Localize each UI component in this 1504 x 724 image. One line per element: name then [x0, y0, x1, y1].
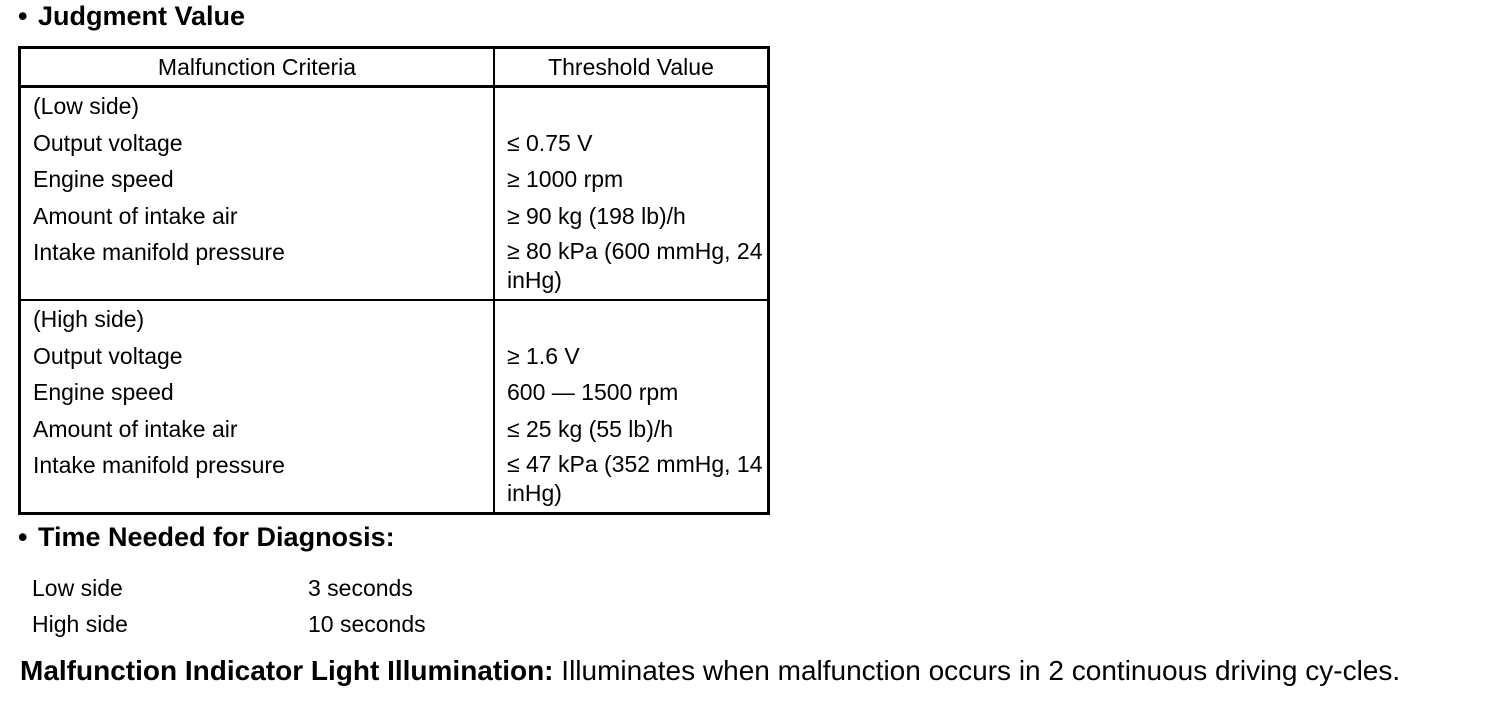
diagnosis-time-row-low [32, 573, 413, 603]
threshold-blank [507, 88, 767, 125]
group-label-high-side: (High side) [33, 306, 145, 332]
threshold-engine-speed: ≥ 1000 rpm [507, 166, 624, 192]
table-row-low-side [20, 87, 769, 301]
diagnosis-time-row-high [32, 609, 426, 639]
table-header-row [20, 48, 769, 87]
diagnosis-time-label: Low side [32, 575, 123, 601]
diagnosis-time-value: 3 seconds [308, 575, 413, 601]
criteria-engine-speed: Engine speed [33, 166, 174, 192]
threshold-cell-high-side [494, 300, 769, 514]
criteria-manifold-pressure: Intake manifold pressure [33, 239, 285, 265]
threshold-cell-low-side [494, 87, 769, 301]
judgment-value-table [18, 46, 770, 515]
time-needed-title: Time Needed for Diagnosis: [38, 522, 395, 552]
mil-illumination-text: Illuminates when malfunction occurs in 2 continuous driving cy-cles. [561, 655, 1401, 686]
time-needed-heading [18, 521, 395, 553]
diagnosis-time-value: 10 seconds [308, 611, 426, 637]
column-header-threshold-value: Threshold Value [494, 48, 769, 87]
judgment-value-heading [18, 0, 245, 32]
threshold-blank [507, 301, 767, 338]
criteria-intake-air: Amount of intake air [33, 202, 238, 229]
group-label-low-side: (Low side) [33, 93, 140, 119]
criteria-manifold-pressure: Intake manifold pressure [33, 452, 285, 478]
diagnosis-time-label: High side [32, 611, 128, 637]
criteria-intake-air: Amount of intake air [33, 415, 238, 442]
criteria-output-voltage: Output voltage [33, 342, 183, 369]
bullet-icon: • [18, 522, 28, 552]
criteria-output-voltage: Output voltage [33, 129, 183, 156]
threshold-intake-air: ≥ 90 kg (198 lb)/h [507, 202, 686, 229]
threshold-manifold-pressure: ≥ 80 kPa (600 mmHg, 24 inHg) [507, 238, 763, 293]
criteria-engine-speed: Engine speed [33, 379, 174, 405]
table-row-high-side [20, 300, 769, 514]
criteria-cell-high-side [20, 300, 495, 514]
threshold-output-voltage: ≥ 1.6 V [507, 342, 580, 369]
mil-illumination-label: Malfunction Indicator Light Illumination: [20, 655, 554, 686]
threshold-intake-air: ≤ 25 kg (55 lb)/h [507, 415, 674, 442]
column-header-malfunction-criteria: Malfunction Criteria [20, 48, 495, 87]
threshold-engine-speed: 600 — 1500 rpm [507, 379, 679, 405]
bullet-icon: • [18, 1, 28, 31]
threshold-manifold-pressure: ≤ 47 kPa (352 mmHg, 14 inHg) [507, 451, 763, 506]
mil-illumination-paragraph [20, 653, 1470, 688]
criteria-cell-low-side [20, 87, 495, 301]
threshold-output-voltage: ≤ 0.75 V [507, 129, 593, 156]
judgment-value-title: Judgment Value [38, 1, 246, 31]
